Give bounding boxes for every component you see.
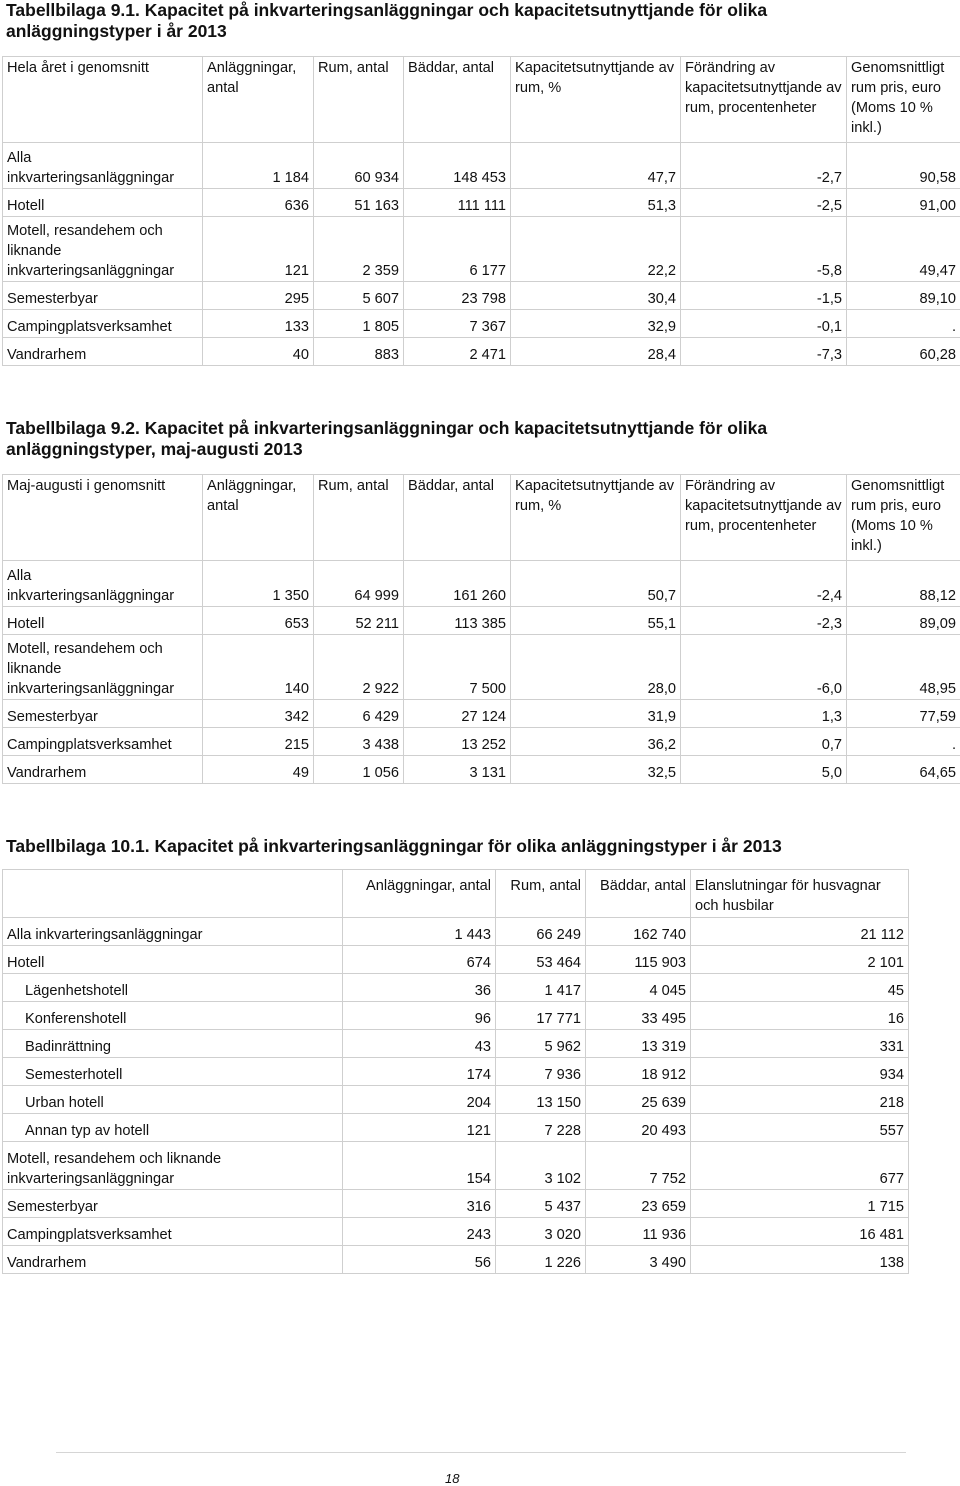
cell: 204	[343, 1086, 496, 1114]
cell: 140	[203, 635, 314, 700]
row-label: Vandrarhem	[3, 338, 203, 366]
cell: 27 124	[404, 700, 511, 728]
table1-header-cell: Rum, antal	[314, 57, 404, 143]
cell: 1 056	[314, 756, 404, 784]
footer-divider	[56, 1452, 906, 1453]
cell: -2,4	[681, 561, 847, 607]
row-label: Semesterbyar	[3, 700, 203, 728]
cell: -2,3	[681, 607, 847, 635]
cell: 50,7	[511, 561, 681, 607]
cell: 18 912	[586, 1058, 691, 1086]
table2-header-cell: Bäddar, antal	[404, 475, 511, 561]
cell: 934	[691, 1058, 909, 1086]
cell: 21 112	[691, 918, 909, 946]
cell: 161 260	[404, 561, 511, 607]
cell: 16 481	[691, 1218, 909, 1246]
cell: 51,3	[511, 189, 681, 217]
cell: 51 163	[314, 189, 404, 217]
row-label: Badinrättning	[3, 1030, 343, 1058]
table1-header-cell: Förändring av kapacitetsutnyttjande av rum, procentenheter	[681, 57, 847, 143]
cell: 88,12	[847, 561, 960, 607]
cell: -0,1	[681, 310, 847, 338]
table1-header-row	[3, 57, 960, 143]
cell: 47,7	[511, 143, 681, 189]
row-label: Alla inkvarteringsanläggningar	[3, 561, 203, 607]
cell: 11 936	[586, 1218, 691, 1246]
cell: 215	[203, 728, 314, 756]
cell: 64 999	[314, 561, 404, 607]
table2-title	[6, 418, 906, 460]
cell: 64,65	[847, 756, 960, 784]
cell: 677	[691, 1142, 909, 1190]
table-row	[3, 756, 960, 784]
table-row	[3, 1190, 909, 1218]
row-label: Semesterbyar	[3, 282, 203, 310]
cell: .	[847, 310, 960, 338]
table2-header-row	[3, 475, 960, 561]
row-label: Vandrarhem	[3, 1246, 343, 1274]
table-row	[3, 282, 960, 310]
cell: 33 495	[586, 1002, 691, 1030]
cell: 13 150	[496, 1086, 586, 1114]
table-row	[3, 1142, 909, 1190]
cell: 121	[343, 1114, 496, 1142]
table2-header-cell: Anläggningar, antal	[203, 475, 314, 561]
cell: 7 752	[586, 1142, 691, 1190]
table3	[2, 869, 909, 1274]
cell: 2 471	[404, 338, 511, 366]
table-row	[3, 189, 960, 217]
cell: 60 934	[314, 143, 404, 189]
row-label: Hotell	[3, 946, 343, 974]
table-row	[3, 1218, 909, 1246]
table-row	[3, 1002, 909, 1030]
cell: 174	[343, 1058, 496, 1086]
cell: 91,00	[847, 189, 960, 217]
cell: 25 639	[586, 1086, 691, 1114]
cell: 218	[691, 1086, 909, 1114]
cell: 48,95	[847, 635, 960, 700]
table2	[2, 474, 960, 784]
row-label: Campingplatsverksamhet	[3, 310, 203, 338]
table3-label: Tabellbilaga 10.1.	[6, 836, 150, 856]
row-label: Hotell	[3, 607, 203, 635]
cell: -2,5	[681, 189, 847, 217]
cell: -2,7	[681, 143, 847, 189]
row-label: Motell, resandehem och liknande inkvarteringsanläggningar	[3, 635, 203, 700]
table1-title-text: Kapacitet på inkvarteringsanläggningar och kapacitetsutnyttjande för olika anläggningstyper i år 2013	[6, 0, 767, 41]
cell: 111 111	[404, 189, 511, 217]
cell: 2 101	[691, 946, 909, 974]
row-label: Annan typ av hotell	[3, 1114, 343, 1142]
cell: 23 798	[404, 282, 511, 310]
cell: 331	[691, 1030, 909, 1058]
table-row	[3, 338, 960, 366]
cell: 636	[203, 189, 314, 217]
cell: 3 438	[314, 728, 404, 756]
cell: 883	[314, 338, 404, 366]
row-label: Semesterbyar	[3, 1190, 343, 1218]
table2-title-text: Kapacitet på inkvarteringsanläggningar och kapacitetsutnyttjande för olika anläggningstyper, maj-augusti 2013	[6, 418, 767, 459]
cell: 17 771	[496, 1002, 586, 1030]
cell: 23 659	[586, 1190, 691, 1218]
table-row	[3, 561, 960, 607]
table3-header-cell: Bäddar, antal	[586, 870, 691, 918]
cell: -5,8	[681, 217, 847, 282]
table-row	[3, 1030, 909, 1058]
row-label: Campingplatsverksamhet	[3, 728, 203, 756]
cell: 66 249	[496, 918, 586, 946]
table-row	[3, 728, 960, 756]
cell: 96	[343, 1002, 496, 1030]
cell: 3 131	[404, 756, 511, 784]
cell: 1 715	[691, 1190, 909, 1218]
table3-header-cell	[3, 870, 343, 918]
table3-header-row	[3, 870, 909, 918]
cell: 1 226	[496, 1246, 586, 1274]
table1	[2, 56, 960, 366]
cell: 53 464	[496, 946, 586, 974]
cell: 28,0	[511, 635, 681, 700]
cell: 56	[343, 1246, 496, 1274]
table-row	[3, 1114, 909, 1142]
cell: 22,2	[511, 217, 681, 282]
table1-header-cell: Anläggningar, antal	[203, 57, 314, 143]
table1-title	[6, 0, 906, 42]
table1-header-cell: Bäddar, antal	[404, 57, 511, 143]
cell: 60,28	[847, 338, 960, 366]
cell: 557	[691, 1114, 909, 1142]
row-label: Semesterhotell	[3, 1058, 343, 1086]
cell: 674	[343, 946, 496, 974]
table1-label: Tabellbilaga 9.1.	[6, 0, 140, 20]
row-label: Campingplatsverksamhet	[3, 1218, 343, 1246]
table-row	[3, 635, 960, 700]
cell: 7 500	[404, 635, 511, 700]
cell: .	[847, 728, 960, 756]
cell: 89,09	[847, 607, 960, 635]
cell: 49	[203, 756, 314, 784]
cell: 5 962	[496, 1030, 586, 1058]
cell: 49,47	[847, 217, 960, 282]
row-label: Motell, resandehem och liknande inkvarteringsanläggningar	[3, 217, 203, 282]
cell: -7,3	[681, 338, 847, 366]
cell: 154	[343, 1142, 496, 1190]
table3-title	[6, 836, 926, 857]
table-row	[3, 310, 960, 338]
cell: 32,5	[511, 756, 681, 784]
table-row	[3, 217, 960, 282]
table-row	[3, 607, 960, 635]
cell: 32,9	[511, 310, 681, 338]
cell: 2 359	[314, 217, 404, 282]
cell: 6 429	[314, 700, 404, 728]
table2-label: Tabellbilaga 9.2.	[6, 418, 140, 438]
table-row	[3, 700, 960, 728]
cell: 2 922	[314, 635, 404, 700]
cell: 1 184	[203, 143, 314, 189]
cell: 3 102	[496, 1142, 586, 1190]
cell: 43	[343, 1030, 496, 1058]
row-label: Alla inkvarteringsanläggningar	[3, 143, 203, 189]
table3-header-cell: Rum, antal	[496, 870, 586, 918]
cell: 20 493	[586, 1114, 691, 1142]
row-label: Alla inkvarteringsanläggningar	[3, 918, 343, 946]
cell: 55,1	[511, 607, 681, 635]
cell: 77,59	[847, 700, 960, 728]
cell: 1 350	[203, 561, 314, 607]
table2-header-cell: Förändring av kapacitetsutnyttjande av rum, procentenheter	[681, 475, 847, 561]
table3-header-cell: Elanslutningar för husvagnar och husbilar	[691, 870, 909, 918]
table3-header-cell: Anläggningar, antal	[343, 870, 496, 918]
row-label: Hotell	[3, 189, 203, 217]
cell: 162 740	[586, 918, 691, 946]
cell: 148 453	[404, 143, 511, 189]
cell: 1 443	[343, 918, 496, 946]
cell: 5 607	[314, 282, 404, 310]
table2-header-cell: Kapacitetsutnyttjande av rum, %	[511, 475, 681, 561]
page-number: 18	[445, 1471, 459, 1486]
cell: 89,10	[847, 282, 960, 310]
cell: 6 177	[404, 217, 511, 282]
cell: 90,58	[847, 143, 960, 189]
cell: 133	[203, 310, 314, 338]
table-row	[3, 143, 960, 189]
cell: 342	[203, 700, 314, 728]
cell: 28,4	[511, 338, 681, 366]
cell: 45	[691, 974, 909, 1002]
cell: 138	[691, 1246, 909, 1274]
table-row	[3, 1058, 909, 1086]
table3-title-text: Kapacitet på inkvarteringsanläggningar för olika anläggningstyper i år 2013	[155, 836, 782, 856]
cell: 3 490	[586, 1246, 691, 1274]
cell: -6,0	[681, 635, 847, 700]
cell: 40	[203, 338, 314, 366]
table-row	[3, 918, 909, 946]
table2-header-cell: Maj-augusti i genomsnitt	[3, 475, 203, 561]
table1-header-cell: Genomsnittligt rum pris, euro (Moms 10 % inkl.)	[847, 57, 960, 143]
cell: 4 045	[586, 974, 691, 1002]
cell: 5,0	[681, 756, 847, 784]
row-label: Motell, resandehem och liknande inkvarteringsanläggningar	[3, 1142, 343, 1190]
cell: 30,4	[511, 282, 681, 310]
cell: 243	[343, 1218, 496, 1246]
cell: 3 020	[496, 1218, 586, 1246]
cell: 16	[691, 1002, 909, 1030]
cell: 7 367	[404, 310, 511, 338]
cell: 113 385	[404, 607, 511, 635]
cell: 653	[203, 607, 314, 635]
cell: 31,9	[511, 700, 681, 728]
table2-header-cell: Genomsnittligt rum pris, euro (Moms 10 % inkl.)	[847, 475, 960, 561]
cell: 52 211	[314, 607, 404, 635]
cell: 0,7	[681, 728, 847, 756]
table-row	[3, 1086, 909, 1114]
table1-header-cell: Kapacitetsutnyttjande av rum, %	[511, 57, 681, 143]
cell: 1 417	[496, 974, 586, 1002]
cell: 121	[203, 217, 314, 282]
table-row	[3, 974, 909, 1002]
cell: 5 437	[496, 1190, 586, 1218]
cell: 316	[343, 1190, 496, 1218]
cell: 13 319	[586, 1030, 691, 1058]
cell: 295	[203, 282, 314, 310]
row-label: Vandrarhem	[3, 756, 203, 784]
table-row	[3, 946, 909, 974]
cell: 7 936	[496, 1058, 586, 1086]
row-label: Konferenshotell	[3, 1002, 343, 1030]
table1-header-cell: Hela året i genomsnitt	[3, 57, 203, 143]
cell: 115 903	[586, 946, 691, 974]
row-label: Urban hotell	[3, 1086, 343, 1114]
cell: 7 228	[496, 1114, 586, 1142]
cell: 36	[343, 974, 496, 1002]
table2-header-cell: Rum, antal	[314, 475, 404, 561]
cell: 1 805	[314, 310, 404, 338]
cell: -1,5	[681, 282, 847, 310]
cell: 1,3	[681, 700, 847, 728]
row-label: Lägenhetshotell	[3, 974, 343, 1002]
cell: 13 252	[404, 728, 511, 756]
cell: 36,2	[511, 728, 681, 756]
table-row	[3, 1246, 909, 1274]
